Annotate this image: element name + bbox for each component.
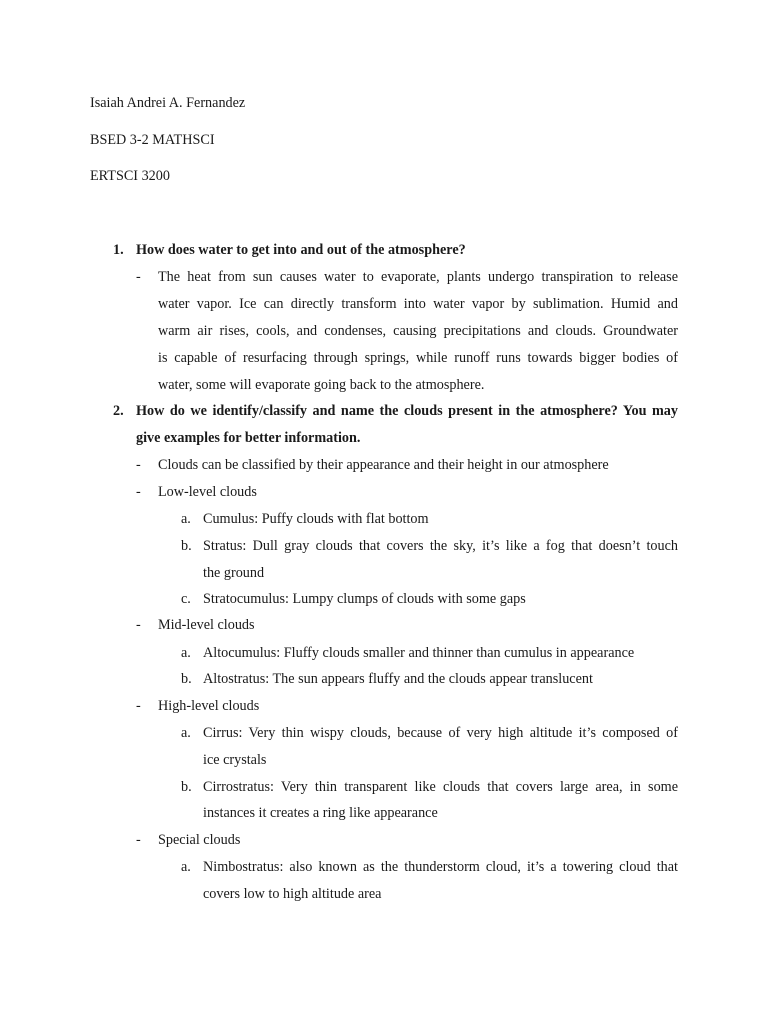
altocumulus-item: Altocumulus: Fluffy clouds smaller and thinner than cumulus in appearance [203, 645, 635, 661]
q2-dash: - [136, 484, 141, 500]
q1-answer-line: water vapor. Ice can directly transform into water vapor by sublimation. Humid and [158, 296, 678, 312]
q2-number: 2. [113, 403, 124, 419]
q1-answer-line: warm air rises, cools, and condenses, causing precipitations and clouds. Groundwater [158, 323, 678, 339]
q2-dash: - [136, 832, 141, 848]
stratus-item-cont: the ground [203, 565, 265, 581]
altostratus-item: Altostratus: The sun appears fluffy and the clouds appear translucent [203, 671, 593, 687]
cirrus-item: Cirrus: Very thin wispy clouds, because of very high altitude it’s composed of [203, 725, 678, 741]
list-marker: a. [181, 511, 191, 527]
stratus-item: Stratus: Dull gray clouds that covers the sky, it’s like a fog that doesn’t touch [203, 538, 678, 554]
q1-answer-line: The heat from sun causes water to evaporate, plants undergo transpiration to release [158, 269, 678, 285]
q1-question: How does water to get into and out of the atmosphere? [136, 242, 466, 258]
list-marker: b. [181, 671, 192, 687]
cirrostratus-item: Cirrostratus: Very thin transparent like clouds that covers large area, in some [203, 779, 678, 795]
stratocumulus-item: Stratocumulus: Lumpy clumps of clouds with some gaps [203, 591, 526, 607]
list-marker: b. [181, 779, 192, 795]
list-marker: a. [181, 725, 191, 741]
q1-number: 1. [113, 242, 124, 258]
q2-question-line: give examples for better information. [136, 430, 361, 446]
mid-level-heading: Mid-level clouds [158, 617, 255, 633]
cirrus-item-cont: ice crystals [203, 752, 267, 768]
nimbostratus-item-cont: covers low to high altitude area [203, 886, 382, 902]
cumulus-item: Cumulus: Puffy clouds with flat bottom [203, 511, 429, 527]
q1-dash: - [136, 269, 141, 285]
course-section: BSED 3-2 MATHSCI [90, 132, 215, 148]
high-level-heading: High-level clouds [158, 698, 260, 714]
list-marker: b. [181, 538, 192, 554]
nimbostratus-item: Nimbostratus: also known as the thunderstorm cloud, it’s a towering cloud that [203, 859, 678, 875]
q1-answer-line: water, some will evaporate going back to the atmosphere. [158, 377, 485, 393]
q2-intro: Clouds can be classified by their appearance and their height in our atmosphere [158, 457, 609, 473]
q2-dash: - [136, 457, 141, 473]
q2-question-line: How do we identify/classify and name the clouds present in the atmosphere? You may [136, 403, 678, 419]
subject-code: ERTSCI 3200 [90, 168, 170, 184]
low-level-heading: Low-level clouds [158, 484, 257, 500]
list-marker: a. [181, 859, 191, 875]
list-marker: a. [181, 645, 191, 661]
cirrostratus-item-cont: instances it creates a ring like appearance [203, 805, 438, 821]
special-clouds-heading: Special clouds [158, 832, 241, 848]
q2-dash: - [136, 698, 141, 714]
student-name: Isaiah Andrei A. Fernandez [90, 95, 246, 111]
q2-dash: - [136, 617, 141, 633]
q1-answer-line: is capable of resurfacing through springs, while runoff runs towards bigger bodies of [158, 350, 678, 366]
list-marker: c. [181, 591, 191, 607]
